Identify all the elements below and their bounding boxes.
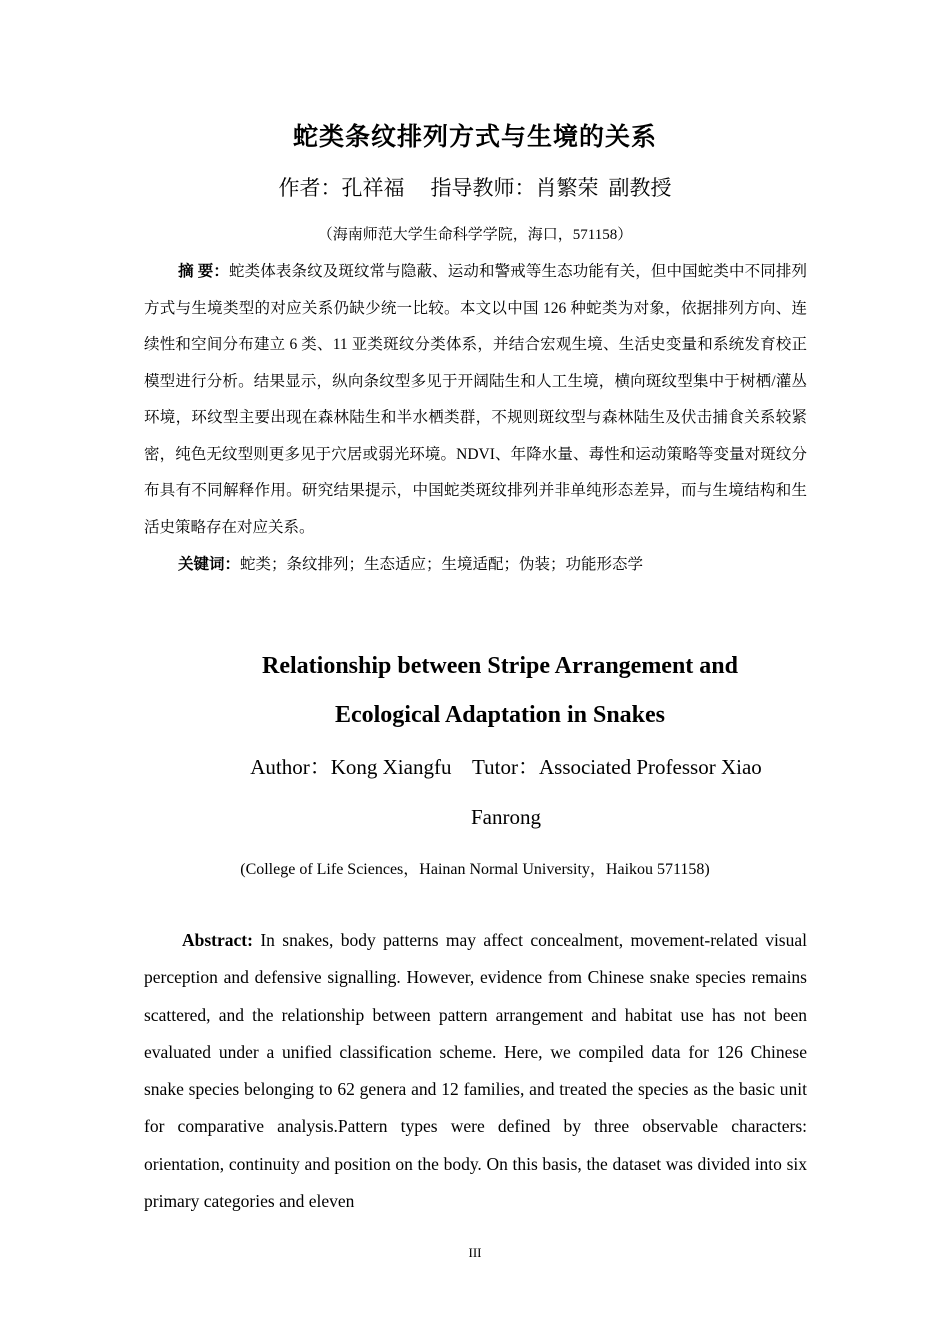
- chinese-title: 蛇类条纹排列方式与生境的关系: [292, 124, 657, 151]
- chinese-author-line: [0, 172, 950, 204]
- chinese-author: 作者：孔祥福: [278, 176, 405, 200]
- english-author-line: [220, 742, 792, 842]
- chinese-tutor: 指导教师：肖繁荣: [430, 176, 599, 200]
- chinese-keywords-text: 蛇类；条纹排列；生态适应；生境适配；伪装；功能形态学: [240, 556, 644, 573]
- english-abstract-label: Abstract:: [182, 930, 253, 950]
- english-abstract-text: In snakes, body patterns may affect concealment, movement-related visual perception and defensive signalling. However, evidence from Chinese snake species remains scattered, and the relationship between pattern arrangement and habitat use has not been evaluated under a unified classification scheme. Here, we compiled data for 126 Chinese snake species belonging to 62 genera and 12 families, and treated the species as the basic unit for comparative analysis.Pattern types were defined by three observable characters: orientation, continuity and position on the body. On this basis, the dataset was divided into six primary categories and eleven: [144, 930, 807, 1212]
- english-title: [0, 642, 950, 740]
- chinese-keywords-label: 关键词：: [178, 556, 241, 573]
- english-abstract: [144, 922, 807, 1220]
- english-author-line1: Author：Kong Xiangfu Tutor：Associated Professor Xiao: [250, 755, 762, 779]
- english-title-line2: Ecological Adaptation in Snakes: [334, 702, 666, 728]
- english-affiliation: (College of Life Sciences，Hainan Normal University，Haikou 571158): [240, 861, 710, 878]
- chinese-abstract-text: 蛇类体表条纹及斑纹常与隐蔽、运动和警戒等生态功能有关，但中国蛇类中不同排列方式与生境类型的对应关系仍缺少统一比较。本文以中国 126 种蛇类为对象，依据排列方向、连续性和空间分布建立 6 类、11 亚类斑纹分类体系，并结合宏观生境、生活史变量和系统发育校正模型进行分析。结果显示，纵向条纹型多见于开阔陆生和人工生境，横向斑纹型集中于树栖/灌丛环境，环纹型主要出现在森林陆生和半水栖类群，不规则斑纹型与森林陆生及伏击捕食关系较紧密，纯色无纹型则更多见于穴居或弱光环境。NDVI、年降水量、毒性和运动策略等变量对斑纹分布具有不同解释作用。研究结果提示，中国蛇类斑纹排列并非单纯形态差异，而与生境结构和生活史策略存在对应关系。: [144, 263, 807, 536]
- chinese-tutor-rank: 副教授: [608, 176, 672, 200]
- english-title-line1: Relationship between Stripe Arrangement and: [262, 653, 738, 679]
- english-author-line2: Fanrong: [471, 805, 541, 829]
- chinese-affiliation: （海南师范大学生命科学学院，海口，571158）: [317, 227, 633, 243]
- chinese-abstract-label: 摘 要：: [178, 263, 229, 280]
- page-number: III: [468, 1245, 482, 1260]
- chinese-keywords: [178, 552, 643, 578]
- chinese-abstract: [144, 254, 807, 546]
